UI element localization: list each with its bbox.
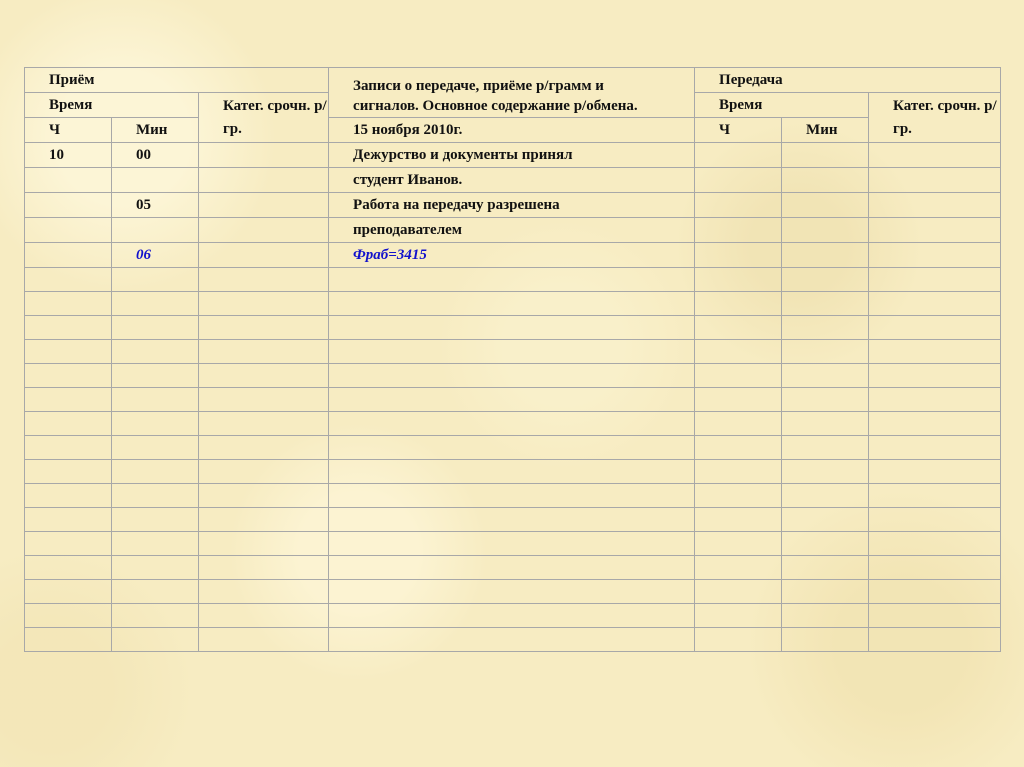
log-row — [25, 412, 1001, 436]
reception-category-header: Катег. срочн. р/гр. — [199, 93, 329, 143]
transmission-category-cell — [869, 580, 1001, 604]
transmission-hour-cell — [695, 364, 782, 388]
transmission-min-cell — [782, 193, 869, 218]
transmission-hour-cell — [695, 193, 782, 218]
transmission-min-cell — [782, 436, 869, 460]
reception-hour-cell — [25, 532, 112, 556]
log-row — [25, 460, 1001, 484]
record-text-cell — [329, 364, 695, 388]
reception-category-cell — [199, 364, 329, 388]
transmission-min-cell — [782, 460, 869, 484]
reception-hour-cell — [25, 460, 112, 484]
reception-hour-cell — [25, 556, 112, 580]
reception-category-cell — [199, 436, 329, 460]
reception-hour-cell — [25, 243, 112, 268]
reception-category-cell — [199, 412, 329, 436]
reception-min-cell — [112, 316, 199, 340]
log-row — [25, 436, 1001, 460]
transmission-category-cell — [869, 143, 1001, 168]
log-row — [25, 268, 1001, 292]
transmission-category-cell — [869, 484, 1001, 508]
log-row — [25, 340, 1001, 364]
reception-hour-cell — [25, 604, 112, 628]
reception-min-cell — [112, 628, 199, 652]
radio-log-table — [24, 67, 1001, 652]
reception-hour-cell — [25, 316, 112, 340]
record-text-cell — [329, 628, 695, 652]
record-text-cell — [329, 412, 695, 436]
record-text-cell — [329, 604, 695, 628]
transmission-hour-cell — [695, 143, 782, 168]
reception-hour-cell — [25, 193, 112, 218]
reception-header: Приём — [25, 68, 329, 93]
transmission-hour-cell — [695, 628, 782, 652]
reception-min-cell — [112, 604, 199, 628]
reception-min-header: Мин — [112, 118, 199, 143]
reception-hour-cell — [25, 436, 112, 460]
reception-hour-cell — [25, 484, 112, 508]
reception-category-cell — [199, 532, 329, 556]
record-text-cell: Работа на передачу разрешена — [329, 193, 695, 218]
transmission-min-header: Мин — [782, 118, 869, 143]
transmission-hour-cell — [695, 316, 782, 340]
record-text-cell — [329, 268, 695, 292]
reception-category-cell — [199, 580, 329, 604]
transmission-hour-cell — [695, 484, 782, 508]
log-row — [25, 604, 1001, 628]
reception-category-cell — [199, 168, 329, 193]
log-row — [25, 364, 1001, 388]
transmission-category-cell — [869, 364, 1001, 388]
transmission-category-cell — [869, 604, 1001, 628]
log-row — [25, 580, 1001, 604]
reception-hour-cell: 10 — [25, 143, 112, 168]
record-text-cell — [329, 316, 695, 340]
transmission-hour-cell — [695, 556, 782, 580]
log-row — [25, 218, 1001, 243]
transmission-hour-cell — [695, 268, 782, 292]
reception-category-cell — [199, 143, 329, 168]
reception-category-cell — [199, 628, 329, 652]
transmission-min-cell — [782, 243, 869, 268]
log-row — [25, 292, 1001, 316]
log-row — [25, 316, 1001, 340]
log-row — [25, 484, 1001, 508]
transmission-hour-cell — [695, 168, 782, 193]
record-text-cell — [329, 340, 695, 364]
transmission-header: Передача — [695, 68, 1001, 93]
log-row — [25, 243, 1001, 268]
log-row — [25, 168, 1001, 193]
reception-min-cell: 00 — [112, 143, 199, 168]
transmission-min-cell — [782, 604, 869, 628]
reception-min-cell — [112, 580, 199, 604]
record-text-cell — [329, 388, 695, 412]
transmission-min-cell — [782, 532, 869, 556]
reception-hour-cell — [25, 628, 112, 652]
transmission-min-cell — [782, 580, 869, 604]
transmission-hour-cell — [695, 388, 782, 412]
reception-min-cell — [112, 556, 199, 580]
transmission-category-cell — [869, 193, 1001, 218]
records-header: Записи о передаче, приёме р/грамм и сигналов. Основное содержание р/обмена. — [329, 68, 695, 118]
transmission-hour-cell — [695, 218, 782, 243]
reception-hour-cell — [25, 388, 112, 412]
reception-min-cell — [112, 460, 199, 484]
record-text-cell — [329, 292, 695, 316]
transmission-category-cell — [869, 340, 1001, 364]
reception-hour-cell — [25, 168, 112, 193]
reception-min-cell — [112, 364, 199, 388]
reception-category-cell — [199, 340, 329, 364]
transmission-time-header: Время — [695, 93, 869, 118]
reception-min-cell — [112, 168, 199, 193]
transmission-hour-cell — [695, 243, 782, 268]
record-text-cell — [329, 484, 695, 508]
transmission-min-cell — [782, 218, 869, 243]
transmission-min-cell — [782, 143, 869, 168]
record-text-cell — [329, 580, 695, 604]
reception-category-cell — [199, 292, 329, 316]
record-text-cell: Фраб=3415 — [329, 243, 695, 268]
transmission-min-cell — [782, 484, 869, 508]
reception-category-cell — [199, 460, 329, 484]
log-row — [25, 508, 1001, 532]
transmission-category-header: Катег. срочн. р/гр. — [869, 93, 1001, 143]
reception-category-cell — [199, 604, 329, 628]
reception-hour-cell — [25, 364, 112, 388]
reception-hour-cell — [25, 412, 112, 436]
reception-min-cell — [112, 268, 199, 292]
record-text-cell — [329, 460, 695, 484]
log-row — [25, 388, 1001, 412]
reception-min-cell — [112, 484, 199, 508]
reception-min-cell — [112, 292, 199, 316]
log-row — [25, 556, 1001, 580]
reception-min-cell — [112, 412, 199, 436]
reception-hour-cell — [25, 218, 112, 243]
transmission-hour-cell — [695, 604, 782, 628]
transmission-min-cell — [782, 388, 869, 412]
transmission-min-cell — [782, 340, 869, 364]
record-text-cell — [329, 436, 695, 460]
transmission-min-cell — [782, 292, 869, 316]
transmission-hour-cell — [695, 508, 782, 532]
transmission-min-cell — [782, 316, 869, 340]
transmission-category-cell — [869, 268, 1001, 292]
transmission-category-cell — [869, 436, 1001, 460]
reception-category-cell — [199, 193, 329, 218]
reception-hour-header: Ч — [25, 118, 112, 143]
transmission-hour-cell — [695, 580, 782, 604]
log-row — [25, 532, 1001, 556]
transmission-category-cell — [869, 388, 1001, 412]
reception-hour-cell — [25, 580, 112, 604]
transmission-min-cell — [782, 364, 869, 388]
record-text-cell: преподавателем — [329, 218, 695, 243]
transmission-min-cell — [782, 412, 869, 436]
log-row — [25, 193, 1001, 218]
transmission-category-cell — [869, 460, 1001, 484]
transmission-min-cell — [782, 628, 869, 652]
transmission-category-cell — [869, 412, 1001, 436]
transmission-category-cell — [869, 168, 1001, 193]
transmission-category-cell — [869, 243, 1001, 268]
transmission-category-cell — [869, 556, 1001, 580]
reception-category-cell — [199, 556, 329, 580]
reception-category-cell — [199, 508, 329, 532]
log-row — [25, 628, 1001, 652]
reception-category-cell — [199, 268, 329, 292]
transmission-category-cell — [869, 292, 1001, 316]
reception-hour-cell — [25, 508, 112, 532]
log-date: 15 ноября 2010г. — [329, 118, 695, 143]
record-text-cell — [329, 532, 695, 556]
transmission-min-cell — [782, 168, 869, 193]
reception-category-cell — [199, 218, 329, 243]
transmission-min-cell — [782, 268, 869, 292]
transmission-category-cell — [869, 628, 1001, 652]
transmission-category-cell — [869, 508, 1001, 532]
reception-min-cell: 06 — [112, 243, 199, 268]
transmission-category-cell — [869, 316, 1001, 340]
reception-min-cell — [112, 532, 199, 556]
reception-category-cell — [199, 484, 329, 508]
reception-min-cell — [112, 508, 199, 532]
reception-hour-cell — [25, 340, 112, 364]
reception-min-cell — [112, 340, 199, 364]
reception-category-cell — [199, 243, 329, 268]
transmission-min-cell — [782, 508, 869, 532]
transmission-category-cell — [869, 532, 1001, 556]
reception-hour-cell — [25, 292, 112, 316]
transmission-hour-cell — [695, 292, 782, 316]
transmission-hour-cell — [695, 460, 782, 484]
reception-min-cell: 05 — [112, 193, 199, 218]
reception-time-header: Время — [25, 93, 199, 118]
log-row — [25, 143, 1001, 168]
record-text-cell: Дежурство и документы принял — [329, 143, 695, 168]
record-text-cell: студент Иванов. — [329, 168, 695, 193]
transmission-hour-cell — [695, 340, 782, 364]
header-row-1 — [25, 68, 1001, 93]
reception-hour-cell — [25, 268, 112, 292]
transmission-hour-header: Ч — [695, 118, 782, 143]
reception-min-cell — [112, 218, 199, 243]
transmission-hour-cell — [695, 412, 782, 436]
reception-category-cell — [199, 388, 329, 412]
reception-category-cell — [199, 316, 329, 340]
transmission-hour-cell — [695, 532, 782, 556]
reception-min-cell — [112, 436, 199, 460]
transmission-category-cell — [869, 218, 1001, 243]
record-text-cell — [329, 508, 695, 532]
record-text-cell — [329, 556, 695, 580]
reception-min-cell — [112, 388, 199, 412]
transmission-hour-cell — [695, 436, 782, 460]
transmission-min-cell — [782, 556, 869, 580]
